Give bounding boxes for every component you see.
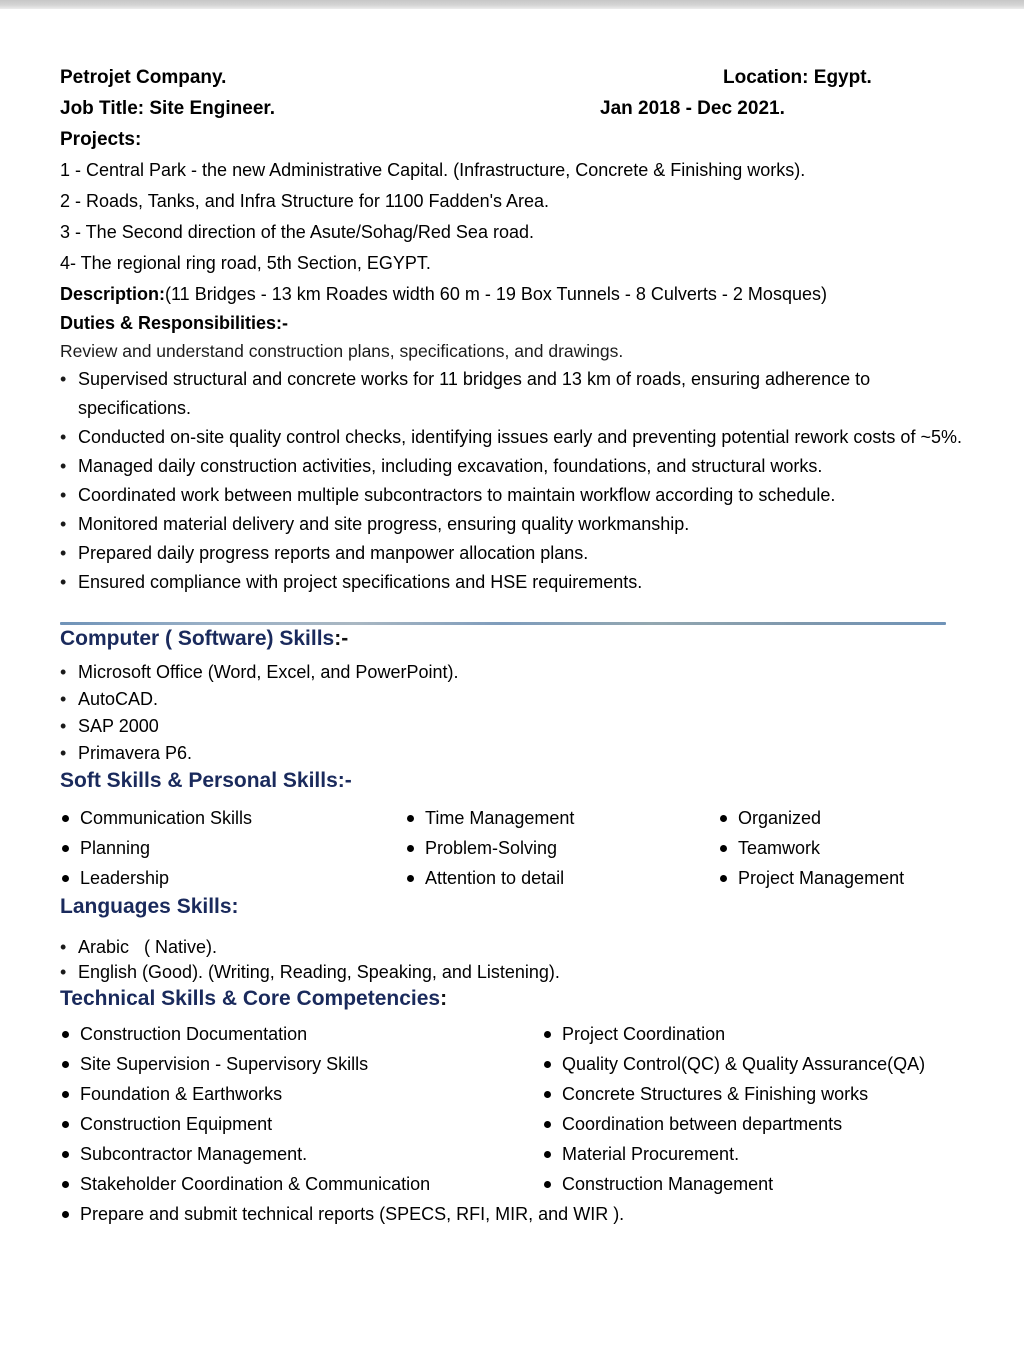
description-label: Description:	[60, 284, 166, 304]
soft-skill-text: Teamwork	[738, 838, 821, 858]
technical-skill-item	[542, 1169, 964, 1199]
soft-skill-text: Time Management	[425, 808, 575, 828]
technical-skill-item	[60, 1139, 542, 1169]
project-item: 2 - Roads, Tanks, and Infra Structure for 1100 Fadden's Area.	[60, 191, 550, 211]
soft-skill-text: Attention to detail	[425, 868, 565, 888]
technical-skill-text: Concrete Structures & Finishing works	[562, 1084, 869, 1104]
languages-list	[60, 935, 964, 985]
bullet-icon	[720, 815, 727, 822]
soft-skill-text: Planning	[80, 838, 151, 858]
technical-skill-text: Construction Management	[562, 1174, 774, 1194]
projects-heading	[60, 124, 964, 155]
technical-skills-title: Technical Skills & Core Competencies	[60, 987, 441, 1010]
technical-skill-text: Material Procurement.	[562, 1144, 740, 1164]
duty-text: Managed daily construction activities, including excavation, foundations, and structural works.	[78, 456, 823, 476]
projects-list	[60, 155, 964, 279]
bullet-icon	[62, 1181, 69, 1188]
technical-skill-text: Project Coordination	[562, 1024, 726, 1044]
bullet-icon	[62, 1121, 69, 1128]
technical-skill-item	[542, 1109, 964, 1139]
project-item: 3 - The Second direction of the Asute/Sohag/Red Sea road.	[60, 222, 534, 242]
header-row-jobtitle	[60, 93, 964, 124]
duties-heading: Duties & Responsibilities:-	[60, 313, 289, 333]
technical-skill-item	[60, 1199, 964, 1229]
bullet-icon	[62, 875, 69, 882]
technical-skill-item	[60, 1019, 542, 1049]
duty-text: Coordinated work between multiple subcontractors to maintain workflow according to schedule.	[78, 485, 836, 505]
computer-skills-title: Computer ( Software) Skills	[60, 627, 335, 650]
language-text: Arabic ( Native).	[78, 937, 218, 957]
technical-skill-item	[60, 1079, 542, 1109]
computer-skill-text: Microsoft Office (Word, Excel, and PowerPoint).	[78, 662, 459, 682]
soft-skill-item	[718, 833, 964, 863]
computer-skill-item	[60, 713, 964, 740]
technical-skill-text: Stakeholder Coordination & Communication	[80, 1174, 431, 1194]
bullet-icon	[62, 845, 69, 852]
bullet-icon	[407, 845, 414, 852]
bullet-icon	[62, 815, 69, 822]
bullet-icon	[544, 1061, 551, 1068]
soft-skill-item	[405, 833, 718, 863]
language-item	[60, 935, 964, 960]
soft-skill-text: Problem-Solving	[425, 838, 558, 858]
soft-skill-item	[405, 863, 718, 893]
bullet-icon: •	[60, 485, 67, 505]
technical-skill-text: Subcontractor Management.	[80, 1144, 308, 1164]
soft-skills-heading: Soft Skills & Personal Skills:-	[60, 769, 352, 792]
duties-list	[60, 365, 964, 597]
bullet-icon: •	[60, 662, 67, 682]
duty-item	[60, 423, 964, 452]
soft-skill-text: Communication Skills	[80, 808, 253, 828]
computer-skills-heading	[60, 625, 964, 653]
computer-skill-item	[60, 740, 964, 767]
technical-skill-text: Foundation & Earthworks	[80, 1084, 283, 1104]
duty-item	[60, 510, 964, 539]
header-row-company	[60, 62, 964, 93]
bullet-icon: •	[60, 962, 67, 982]
technical-skill-text: Construction Equipment	[80, 1114, 273, 1134]
location-label: Location: Egypt.	[723, 67, 872, 88]
bullet-icon	[62, 1211, 69, 1218]
duties-intro: Review and understand construction plans, specifications, and drawings.	[60, 341, 624, 361]
technical-skill-item	[60, 1109, 542, 1139]
computer-skill-item	[60, 659, 964, 686]
duty-text: Monitored material delivery and site progress, ensuring quality workmanship.	[78, 514, 690, 534]
technical-skill-item	[60, 1169, 542, 1199]
computer-skills-list	[60, 659, 964, 767]
bullet-icon: •	[60, 514, 67, 534]
technical-skill-text: Site Supervision - Supervisory Skills	[80, 1054, 369, 1074]
duty-text: Ensured compliance with project specifications and HSE requirements.	[78, 572, 643, 592]
company-name: Petrojet Company.	[60, 67, 227, 88]
language-item	[60, 960, 964, 985]
technical-skills-suffix: :	[440, 987, 448, 1010]
duty-item	[60, 539, 964, 568]
soft-skill-text: Leadership	[80, 868, 170, 888]
bullet-icon	[407, 875, 414, 882]
soft-skill-item	[60, 803, 405, 833]
bullet-icon: •	[60, 689, 67, 709]
technical-skill-item	[542, 1049, 964, 1079]
employment-dates: Jan 2018 - Dec 2021.	[600, 98, 785, 119]
bullet-icon: •	[60, 937, 67, 957]
description-line	[60, 279, 964, 309]
duty-item	[60, 481, 964, 510]
bullet-icon: •	[60, 716, 67, 736]
bullet-icon: •	[60, 369, 67, 389]
soft-skill-text: Project Management	[738, 868, 905, 888]
duty-text: Prepared daily progress reports and manpower allocation plans.	[78, 543, 589, 563]
computer-skill-text: SAP 2000	[78, 716, 159, 736]
bullet-icon	[62, 1091, 69, 1098]
bullet-icon: •	[60, 572, 67, 592]
bullet-icon	[62, 1151, 69, 1158]
soft-skill-item	[405, 803, 718, 833]
bullet-icon	[62, 1031, 69, 1038]
bullet-icon: •	[60, 743, 67, 763]
soft-skills-grid	[60, 803, 964, 893]
bullet-icon	[407, 815, 414, 822]
bullet-icon	[62, 1061, 69, 1068]
project-item: 4- The regional ring road, 5th Section, EGYPT.	[60, 253, 431, 273]
computer-skill-text: Primavera P6.	[78, 743, 193, 763]
soft-skill-item	[718, 863, 964, 893]
bullet-icon	[544, 1031, 551, 1038]
language-text: English (Good). (Writing, Reading, Speaking, and Listening).	[78, 962, 560, 982]
page-content	[0, 9, 1024, 1229]
computer-skill-text: AutoCAD.	[78, 689, 159, 709]
computer-skill-item	[60, 686, 964, 713]
technical-skills-heading	[60, 985, 964, 1013]
soft-skill-item	[60, 833, 405, 863]
technical-skill-text: Construction Documentation	[80, 1024, 308, 1044]
duty-text: Conducted on-site quality control checks, identifying issues early and preventing potential rework costs of ~5%.	[78, 427, 962, 447]
bullet-icon	[544, 1091, 551, 1098]
bullet-icon	[544, 1181, 551, 1188]
duty-item	[60, 568, 964, 597]
soft-skill-item	[718, 803, 964, 833]
technical-skills-grid	[60, 1019, 964, 1199]
soft-skill-text: Organized	[738, 808, 822, 828]
bullet-icon	[544, 1121, 551, 1128]
technical-skill-text: Prepare and submit technical reports (SPECS, RFI, MIR, and WIR ).	[80, 1204, 625, 1224]
bullet-icon: •	[60, 543, 67, 563]
duty-text: Supervised structural and concrete works for 11 bridges and 13 km of roads, ensuring adherence to specifications.	[78, 369, 876, 418]
technical-skill-text: Coordination between departments	[562, 1114, 843, 1134]
technical-skill-item	[542, 1019, 964, 1049]
bullet-icon	[544, 1151, 551, 1158]
job-title: Job Title: Site Engineer.	[60, 98, 276, 119]
project-item: 1 - Central Park - the new Administrative Capital. (Infrastructure, Concrete & Finishing works).	[60, 160, 806, 180]
bullet-icon	[720, 875, 727, 882]
bullet-icon: •	[60, 427, 67, 447]
bullet-icon: •	[60, 456, 67, 476]
page-top-edge	[0, 0, 1024, 9]
projects-label: Projects:	[60, 129, 142, 150]
technical-skill-text: Quality Control(QC) & Quality Assurance(QA)	[562, 1054, 926, 1074]
technical-skill-item	[542, 1139, 964, 1169]
description-text: (11 Bridges - 13 km Roades width 60 m - 19 Box Tunnels - 8 Culverts - 2 Mosques)	[165, 284, 827, 304]
duty-item	[60, 452, 964, 481]
technical-skill-item	[542, 1079, 964, 1109]
languages-heading: Languages Skills:	[60, 895, 239, 918]
duty-item	[60, 365, 964, 423]
computer-skills-suffix: :-	[334, 627, 349, 650]
technical-skill-item	[60, 1049, 542, 1079]
bullet-icon	[720, 845, 727, 852]
soft-skill-item	[60, 863, 405, 893]
